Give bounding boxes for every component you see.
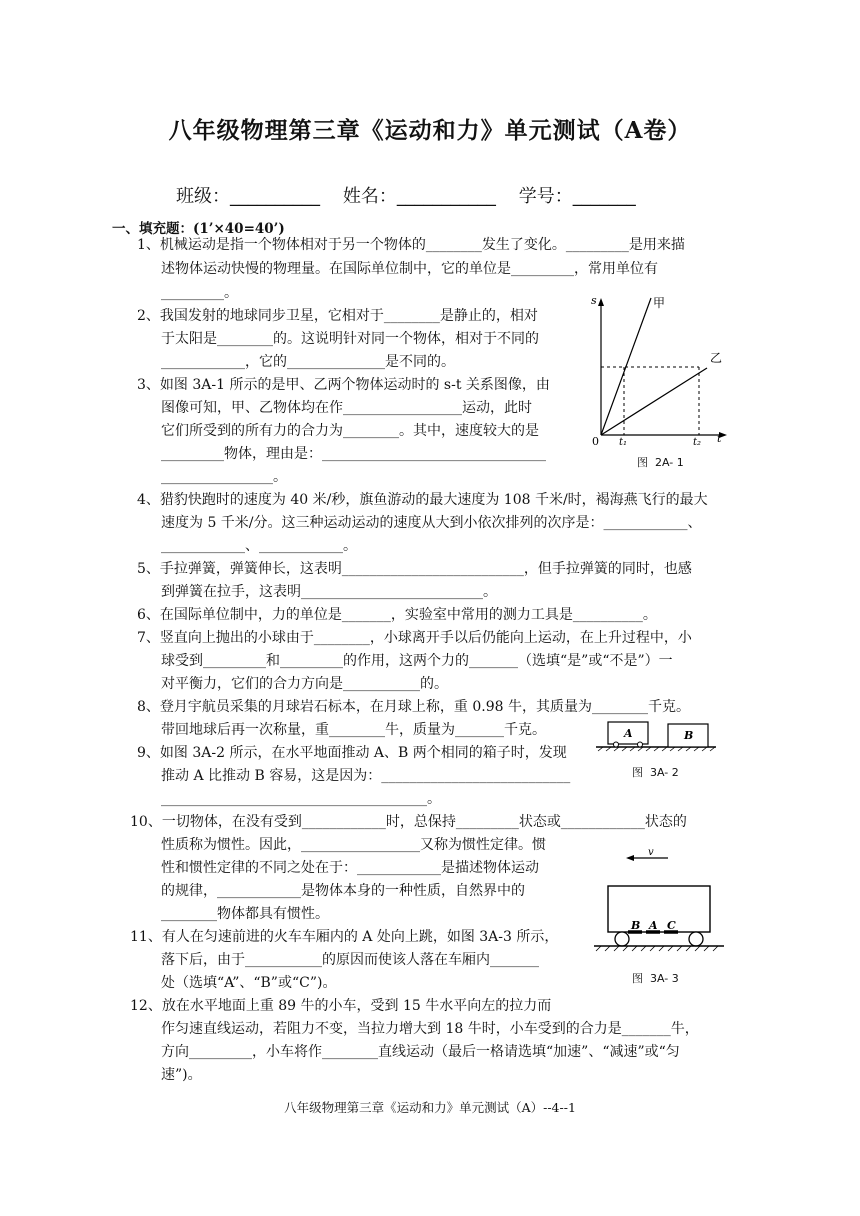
origin-label: 0	[592, 435, 599, 448]
box-a-wheel	[614, 742, 619, 747]
train-wheel	[615, 932, 629, 946]
s-axis-label: s	[591, 294, 597, 307]
text-line: 1、机械运动是指一个物体相对于另一个物体的________发生了变化。_________是用来描	[137, 237, 685, 253]
student-info-line: 班级：__________ 姓名：___________ 学号：_______	[176, 186, 636, 207]
page-title: 八年级物理第三章《运动和力》单元测试（A卷）	[168, 117, 692, 144]
box-a-label: A	[624, 727, 633, 740]
st-graph-figure	[585, 290, 735, 450]
text-line: 12、放在水平地面上重 89 牛的小车，受到 15 牛水平向左的拉力而	[130, 998, 552, 1014]
train-car-figure	[592, 848, 728, 956]
t1-label: t₁	[619, 437, 628, 448]
text-line: 落下后，由于___________的原因而使该人落在车厢内_______	[161, 952, 539, 968]
text-line: ________________。	[161, 469, 287, 485]
figure-caption: 图 3A- 3	[632, 972, 679, 985]
text-line: 11、有人在匀速前进的火车车厢内的 A 处向上跳，如图 3A-3 所示，	[130, 929, 559, 945]
t2-label: t₂	[693, 437, 702, 448]
train-wheel	[689, 932, 703, 946]
point-b-label: B	[631, 919, 641, 932]
box-b-label: B	[684, 729, 694, 742]
text-line: 速”)。	[161, 1067, 202, 1083]
text-line: 方向_________，小车将作________直线运动（最后一格请选填“加速”、“减速”或“匀	[161, 1044, 680, 1060]
section-heading: 一、填充题：(1’×40=40’)	[112, 221, 285, 237]
text-line: 2、我国发射的地球同步卫星，它相对于________是静止的，相对	[137, 308, 538, 324]
point-c-label: C	[667, 919, 676, 932]
text-line: ______________________________________。	[161, 791, 441, 807]
line-jia-label: 甲	[653, 296, 666, 310]
velocity-label: v	[648, 848, 654, 858]
figure-caption: 图 2A- 1	[637, 456, 684, 469]
text-line: _________。	[161, 285, 238, 301]
text-line: 述物体运动快慢的物理量。在国际单位制中，它的单位是_________，常用单位有	[161, 261, 658, 277]
text-line: 3、如图 3A-1 所示的是甲、乙两个物体运动时的 s-t 关系图像，由	[137, 377, 550, 393]
text-line: 处（选填“A”、“B”或“C”)。	[161, 975, 337, 991]
page-footer: 八年级物理第三章《运动和力》单元测试（A）--4--1	[284, 1100, 576, 1115]
t-axis-label: t	[717, 432, 722, 445]
text-line: 到弹簧在拉手，这表明__________________________。	[161, 584, 497, 600]
text-line: 4、猎豹快跑时的速度为 40 米/秒，旗鱼游动的最大速度为 108 千米/时，褐海燕飞行的最大	[137, 492, 708, 508]
text-line: 5、手拉弹簧，弹簧伸长，这表明__________________________，但手拉弹簧的同时，也感	[137, 561, 692, 577]
text-line: 10、一切物体，在没有受到____________时，总保持_________状态或____________状态的	[130, 814, 687, 830]
text-line: 速度为 5 千米/分。这三种运动运动的速度从大到小依次排列的次序是：____________、	[161, 515, 702, 531]
figure-caption: 图 3A- 2	[632, 766, 679, 779]
text-line: 性质称为惯性。因此，_________________又称为惯性定律。惯	[161, 837, 546, 853]
velocity-arrow-icon	[626, 855, 634, 861]
text-line: 6、在国际单位制中，力的单位是_______，实验室中常用的测力工具是__________。	[137, 607, 657, 623]
line-yi-label: 乙	[710, 351, 723, 365]
text-line: 9、如图 3A-2 所示，在水平地面推动 A、B 两个相同的箱子时，发现	[137, 745, 567, 761]
text-line: 于太阳是________的。这说明针对同一个物体，相对于不同的	[161, 331, 539, 347]
text-line: 带回地球后再一次称量，重________牛，质量为_______千克。	[161, 722, 546, 738]
text-line: 的规律，____________是物体本身的一种性质，自然界中的	[161, 883, 525, 899]
s-axis-arrow-icon	[598, 298, 604, 306]
text-line: 球受到_________和_________的作用，这两个力的_______（选填“是”或“不是”）一	[161, 653, 673, 669]
text-line: 性和惯性定律的不同之处在于：____________是描述物体运动	[161, 860, 539, 876]
text-line: 图像可知，甲、乙物体均在作_________________运动，此时	[161, 400, 532, 416]
boxes-figure	[594, 716, 720, 758]
text-line: ________物体都具有惯性。	[161, 906, 329, 922]
line-yi	[601, 368, 707, 435]
text-line: ____________，它的______________是不同的。	[161, 354, 455, 370]
text-line: ____________、____________。	[161, 538, 357, 554]
text-line: 7、竖直向上抛出的小球由于________，小球离开手以后仍能向上运动，在上升过程中，小	[137, 630, 692, 646]
box-a-wheel	[638, 742, 643, 747]
text-line: 8、登月宇航员采集的月球岩石标本，在月球上称，重 0.98 牛，其质量为________千克。	[137, 699, 690, 715]
text-line: 它们所受到的所有力的合力为________。其中，速度较大的是	[161, 423, 539, 439]
text-line: 作匀速直线运动，若阻力不变，当拉力增大到 18 牛时，小车受到的合力是_______牛，	[161, 1021, 699, 1037]
text-line: 推动 A 比推动 B 容易，这是因为：___________________________	[161, 768, 571, 784]
text-line: _________物体，理由是：________________________________	[161, 446, 546, 462]
train-car-body	[608, 886, 710, 932]
point-a-label: A	[649, 919, 658, 932]
text-line: 对平衡力，它们的合力方向是___________的。	[161, 676, 448, 692]
